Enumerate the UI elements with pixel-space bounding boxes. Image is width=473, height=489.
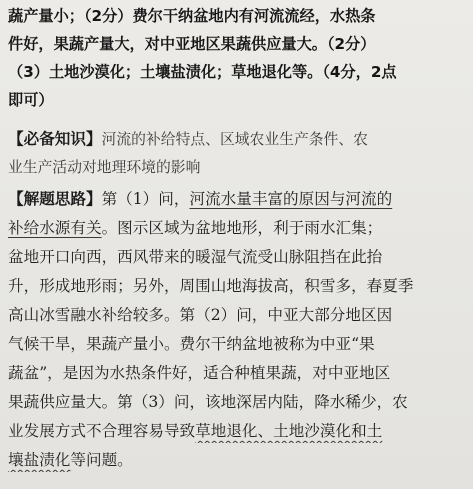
analysis-underline-1: 河流水量丰富的原因与河流的	[189, 190, 393, 208]
analysis-line-5: 高山冰雪融水补给较多。第（2）问，中亚大部分地区因	[8, 306, 393, 324]
analysis-wavy-9: 草地退化、土地沙漠化和土	[195, 422, 383, 440]
knowledge-line-1	[8, 127, 465, 151]
answer-line-3: （3）土地沙漠化；土壤盐渍化；草地退化等。（4分，2点	[8, 63, 397, 81]
analysis-underline-2: 补给水源有关	[8, 219, 102, 237]
analysis-text-10b: 等问题。	[70, 451, 133, 469]
analysis-tag: 【解题思路】	[8, 190, 102, 208]
knowledge-line-2: 业生产活动对地理环境的影响	[8, 159, 201, 176]
analysis-line-6: 气候干旱，果蔬产量小。费尔干纳盆地被称为中亚“果	[8, 335, 375, 353]
knowledge-tag: 【必备知识】	[8, 130, 102, 148]
knowledge-text-1: 河流的补给特点、区域农业生产条件、农	[101, 131, 368, 148]
analysis-wavy-10: 壤盐渍化	[8, 451, 71, 469]
analysis-line-10	[8, 448, 465, 472]
answer-line-1: 蔬产量小；（2分）费尔干纳盆地内有河流流经，水热条	[8, 7, 376, 25]
analysis-line-4: 升，形成地形雨；另外，周围山地海拔高，积雪多，春夏季	[8, 277, 414, 295]
analysis-line-1	[8, 187, 465, 211]
analysis-text-1a: 第（1）问，	[101, 190, 190, 208]
analysis-line-7: 蔬盆”，是因为水热条件好，适合种植果蔬，对中亚地区	[8, 364, 391, 382]
analysis-text-2b: 。图示区域为盆地地形，利于雨水汇集；	[101, 219, 383, 237]
analysis-line-2	[8, 216, 465, 240]
analysis-text-9a: 业发展方式不合理容易导致	[8, 422, 196, 440]
answer-line-2: 件好，果蔬产量大，对中亚地区果蔬供应量大。（2分）	[8, 35, 376, 53]
answer-line-4: 即可）	[8, 91, 54, 109]
analysis-line-9	[8, 419, 465, 443]
analysis-line-8: 果蔬供应量大。第（3）问，该地深居内陆，降水稀少，农	[8, 393, 408, 411]
analysis-line-3: 盆地开口向西，西风带来的暖湿气流受山脉阻挡在此抬	[8, 248, 383, 266]
